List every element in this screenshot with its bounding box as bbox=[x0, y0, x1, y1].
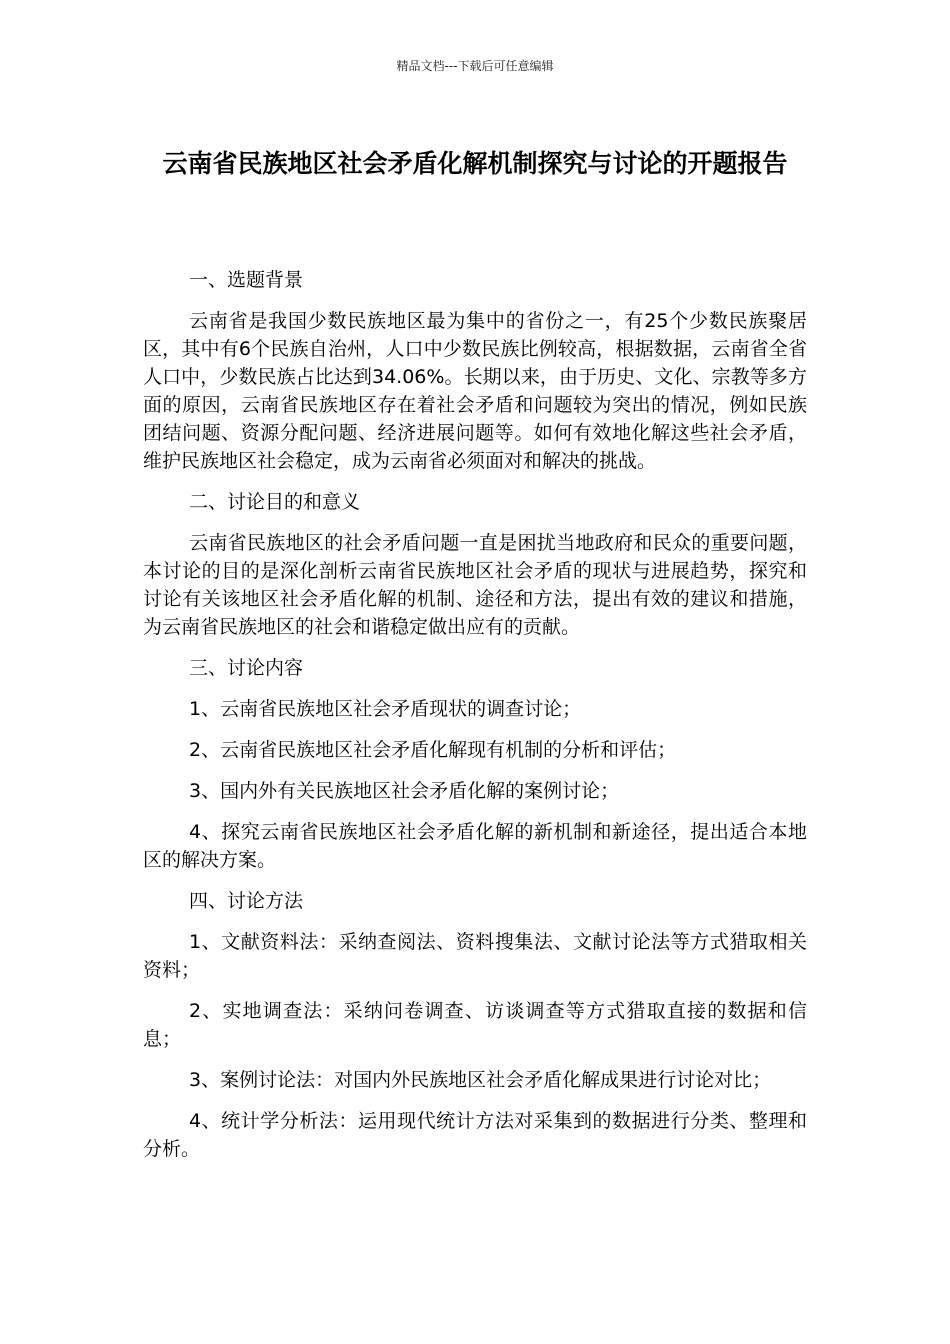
section-heading-purpose: 二、讨论目的和意义 bbox=[189, 491, 361, 513]
list-item: 2、实地调查法：采纳问卷调查、访谈调查等方式猎取直接的数据和信息； bbox=[143, 1000, 807, 1050]
document-body bbox=[143, 266, 807, 1163]
list-item: 3、国内外有关民族地区社会矛盾化解的案例讨论； bbox=[189, 780, 620, 802]
list-item: 4、统计学分析法：运用现代统计方法对采集到的数据进行分类、整理和分析。 bbox=[143, 1110, 807, 1160]
list-item: 1、云南省民族地区社会矛盾现状的调查讨论； bbox=[189, 698, 582, 720]
list-item: 2、云南省民族地区社会矛盾化解现有机制的分析和评估； bbox=[189, 739, 677, 761]
document-title: 云南省民族地区社会矛盾化解机制探究与讨论的开题报告 bbox=[162, 149, 788, 178]
section-heading-background: 一、选题背景 bbox=[189, 269, 304, 291]
header-note: 精品文档---下载后可任意编辑 bbox=[396, 59, 554, 73]
section-heading-content: 三、讨论内容 bbox=[189, 657, 304, 679]
section-heading-methods: 四、讨论方法 bbox=[189, 890, 304, 912]
paragraph-background: 云南省是我国少数民族地区最为集中的省份之一，有25个少数民族聚居区，其中有6个民族自治州，人口中少数民族比例较高，根据数据，云南省全省人口中，少数民族占比达到34.06%。长期以来，由于历史、文化、宗教等多方面的原因，云南省民族地区存在着社会矛盾和问题较为突出的情况，例如民族团结问题、资源分配问题、经济进展问题等。如何有效地化解这些社会矛盾，维护民族地区社会稳定，成为云南省必须面对和解决的挑战。 bbox=[143, 310, 807, 472]
list-item: 1、文献资料法：采纳查阅法、资料搜集法、文献讨论法等方式猎取相关资料； bbox=[143, 931, 807, 981]
list-item: 3、案例讨论法：对国内外民族地区社会矛盾化解成果进行讨论对比； bbox=[189, 1069, 772, 1091]
list-item: 4、探究云南省民族地区社会矛盾化解的新机制和新途径，提出适合本地区的解决方案。 bbox=[143, 821, 807, 871]
paragraph-purpose: 云南省民族地区的社会矛盾问题一直是困扰当地政府和民众的重要问题，本讨论的目的是深化剖析云南省民族地区社会矛盾的现状与进展趋势，探究和讨论有关该地区社会矛盾化解的机制、途径和方法，提出有效的建议和措施，为云南省民族地区的社会和谐稳定做出应有的贡献。 bbox=[143, 532, 807, 638]
